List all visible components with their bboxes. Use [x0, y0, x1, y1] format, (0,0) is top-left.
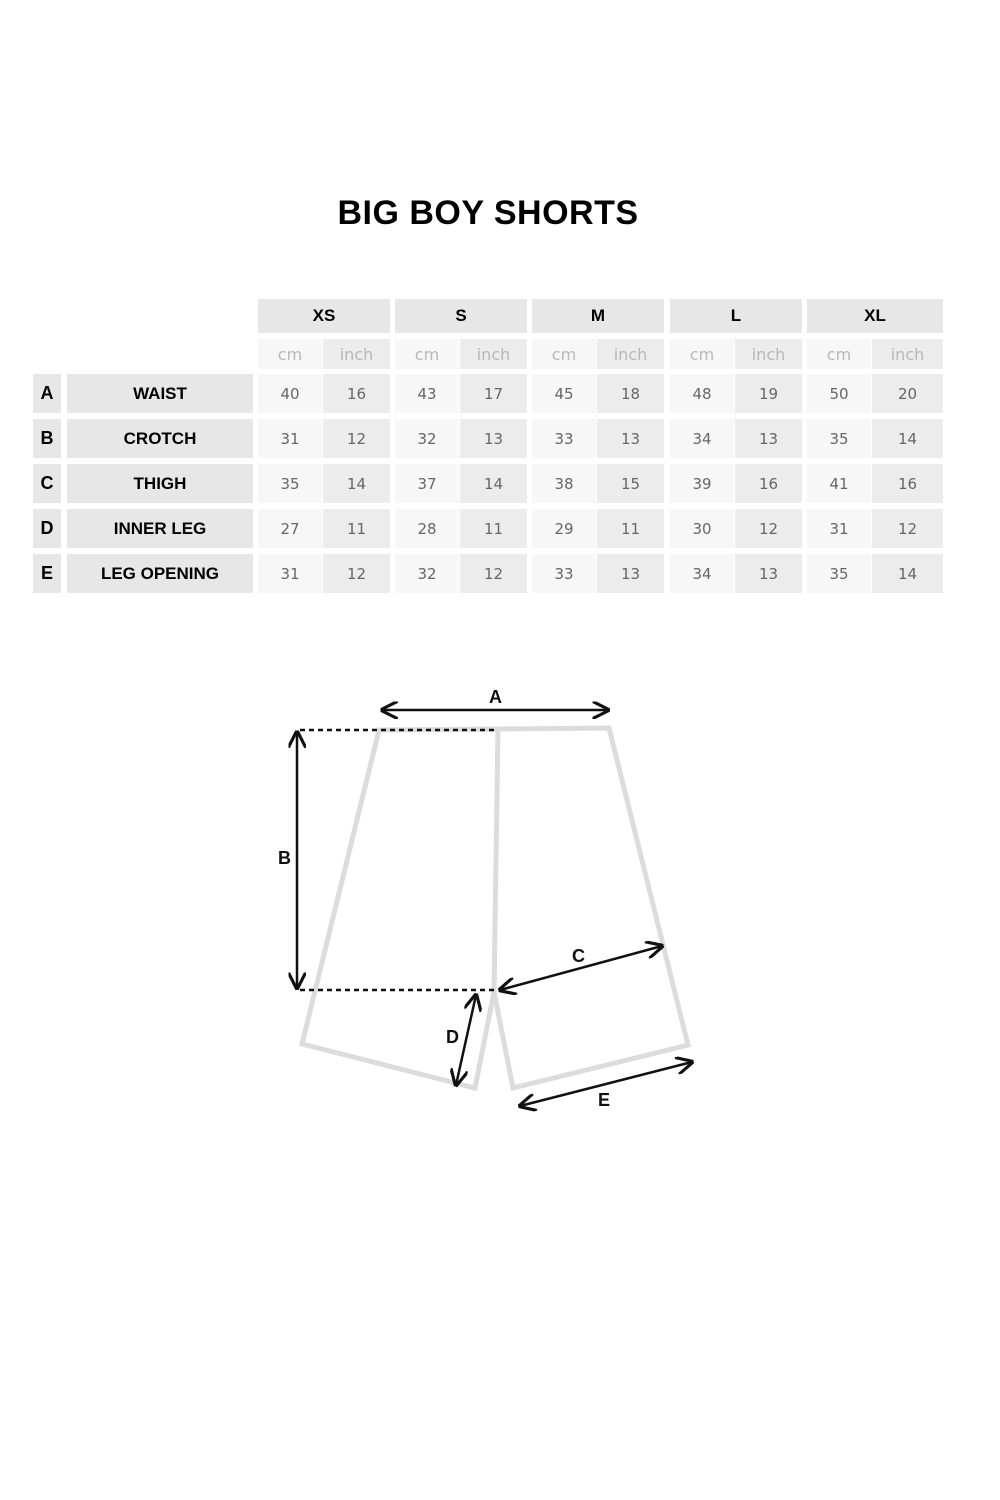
value-cm: 30: [670, 509, 734, 548]
value-inch: 14: [872, 419, 943, 458]
diagram-label-d: D: [446, 1027, 459, 1047]
value-cm: 29: [532, 509, 596, 548]
value-inch: 12: [872, 509, 943, 548]
row-label: WAIST: [67, 374, 253, 413]
row-letter: A: [33, 374, 61, 413]
value-inch: 11: [323, 509, 390, 548]
unit-cm-header: cm: [807, 339, 871, 369]
value-cm: 34: [670, 554, 734, 593]
value-cm: 32: [395, 419, 459, 458]
row-letter: C: [33, 464, 61, 503]
row-label: LEG OPENING: [67, 554, 253, 593]
value-inch: 14: [460, 464, 527, 503]
row-label: CROTCH: [67, 419, 253, 458]
unit-cm-header: cm: [670, 339, 734, 369]
value-inch: 13: [460, 419, 527, 458]
value-inch: 13: [597, 554, 664, 593]
value-cm: 31: [258, 554, 322, 593]
value-inch: 12: [323, 419, 390, 458]
unit-inch-header: inch: [460, 339, 527, 369]
value-cm: 33: [532, 554, 596, 593]
value-inch: 20: [872, 374, 943, 413]
value-inch: 17: [460, 374, 527, 413]
value-cm: 34: [670, 419, 734, 458]
value-inch: 16: [735, 464, 802, 503]
value-inch: 15: [597, 464, 664, 503]
value-cm: 37: [395, 464, 459, 503]
value-inch: 14: [872, 554, 943, 593]
row-letter: D: [33, 509, 61, 548]
value-cm: 50: [807, 374, 871, 413]
value-inch: 13: [735, 419, 802, 458]
unit-inch-header: inch: [872, 339, 943, 369]
value-cm: 39: [670, 464, 734, 503]
value-cm: 33: [532, 419, 596, 458]
value-cm: 35: [807, 554, 871, 593]
value-cm: 48: [670, 374, 734, 413]
value-cm: 32: [395, 554, 459, 593]
value-inch: 11: [597, 509, 664, 548]
row-label: INNER LEG: [67, 509, 253, 548]
value-cm: 35: [258, 464, 322, 503]
value-cm: 28: [395, 509, 459, 548]
value-cm: 31: [807, 509, 871, 548]
unit-inch-header: inch: [597, 339, 664, 369]
row-letter: B: [33, 419, 61, 458]
size-header-m: M: [532, 299, 664, 333]
unit-cm-header: cm: [258, 339, 322, 369]
diagram-label-e: E: [598, 1090, 611, 1110]
shorts-outline: [302, 728, 688, 1088]
value-cm: 38: [532, 464, 596, 503]
size-header-xl: XL: [807, 299, 943, 333]
diagram-label-c: C: [572, 946, 585, 966]
diagram-label-a: A: [489, 687, 502, 707]
diagram-label-b: B: [278, 848, 291, 868]
unit-inch-header: inch: [735, 339, 802, 369]
size-header-s: S: [395, 299, 527, 333]
value-cm: 35: [807, 419, 871, 458]
size-header-l: L: [670, 299, 802, 333]
value-inch: 19: [735, 374, 802, 413]
value-inch: 13: [735, 554, 802, 593]
value-inch: 11: [460, 509, 527, 548]
unit-inch-header: inch: [323, 339, 390, 369]
value-inch: 12: [735, 509, 802, 548]
value-inch: 16: [872, 464, 943, 503]
value-inch: 12: [323, 554, 390, 593]
value-inch: 18: [597, 374, 664, 413]
value-inch: 12: [460, 554, 527, 593]
unit-cm-header: cm: [532, 339, 596, 369]
value-inch: 16: [323, 374, 390, 413]
page-title: BIG BOY SHORTS: [337, 194, 639, 232]
row-letter: E: [33, 554, 61, 593]
value-cm: 27: [258, 509, 322, 548]
shorts-right-leg-outline: [494, 728, 688, 1088]
value-inch: 13: [597, 419, 664, 458]
shorts-left-leg-outline: [302, 729, 498, 1088]
value-cm: 40: [258, 374, 322, 413]
value-cm: 41: [807, 464, 871, 503]
unit-cm-header: cm: [395, 339, 459, 369]
size-header-xs: XS: [258, 299, 390, 333]
value-cm: 31: [258, 419, 322, 458]
value-cm: 43: [395, 374, 459, 413]
row-label: THIGH: [67, 464, 253, 503]
value-inch: 14: [323, 464, 390, 503]
arrow-d: [456, 995, 476, 1085]
value-cm: 45: [532, 374, 596, 413]
